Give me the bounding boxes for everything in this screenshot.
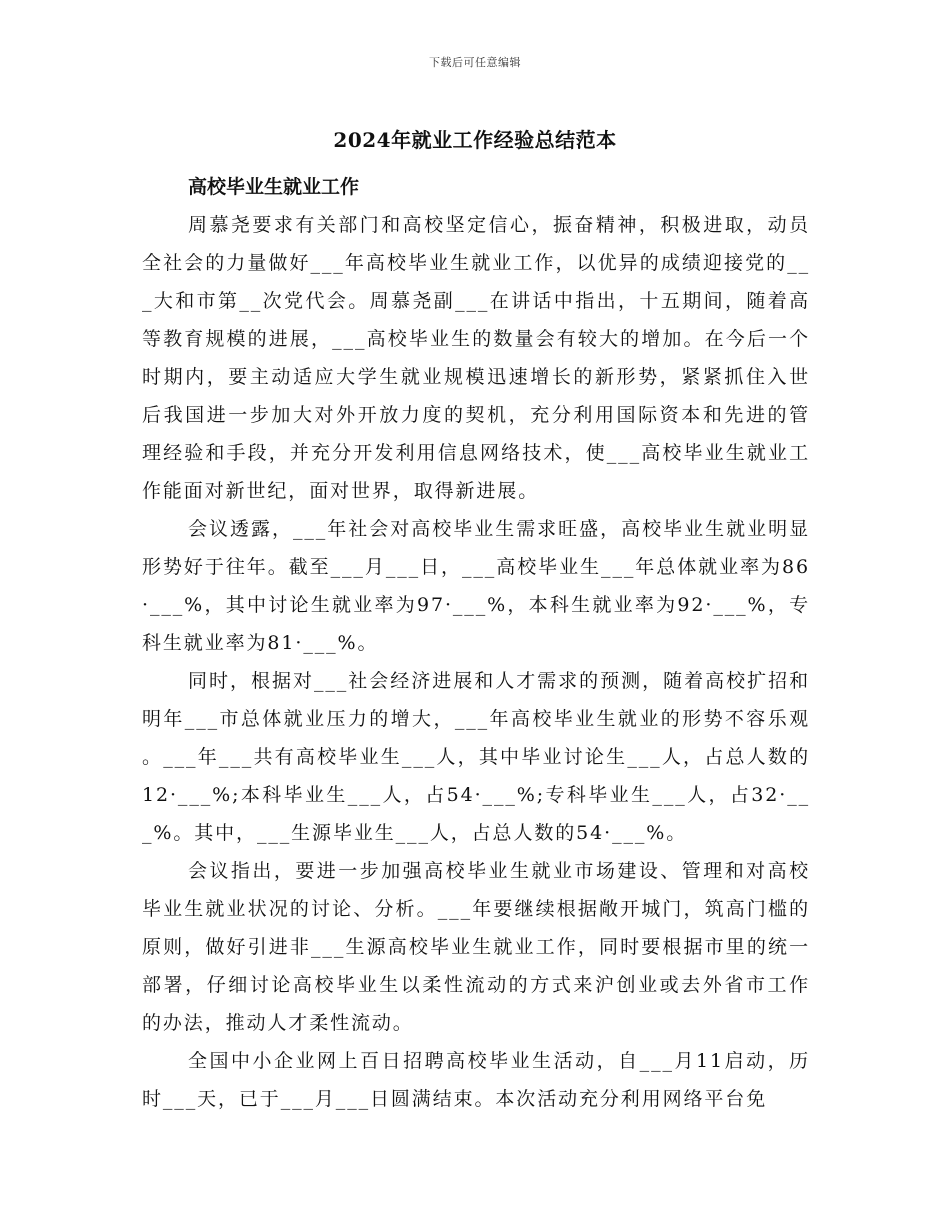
body-paragraph: 会议指出，要进一步加强高校毕业生就业市场建设、管理和对高校毕业生就业状况的讨论、分析。___年要继续根据敞开城门，筑高门槛的原则，做好引进非___生源高校毕业生就业工作，同时要根据市里的统一部署，仔细讨论高校毕业生以柔性流动的方式来沪创业或去外省市工作的办法，推动人才柔性流动。 (142, 860, 810, 1034)
body-paragraph: 会议透露，___年社会对高校毕业生需求旺盛，高校毕业生就业明显形势好于往年。截至___月___日，___高校毕业生___年总体就业率为86·___%，其中讨论生就业率为97·___%，本科生就业率为92·___%，专科生就业率为81·___%。 (142, 518, 810, 654)
body-paragraph: 同时，根据对___社会经济进展和人才需求的预测，随着高校扩招和明年___市总体就业压力的增大，___年高校毕业生就业的形势不容乐观。___年___共有高校毕业生___人，其中毕业讨论生___人，占总人数的12·___%;本科毕业生___人，占54·___%;专科毕业生___人，占32·___%。其中，___生源毕业生___人，占总人数的54·___%。 (142, 670, 810, 844)
body-paragraph: 全国中小企业网上百日招聘高校毕业生活动，自___月11启动，历时___天，已于___月___日圆满结束。本次活动充分利用网络平台免 (142, 1050, 811, 1110)
document-body (142, 168, 810, 1118)
document-title: 2024年就业工作经验总结范本 (333, 128, 617, 152)
body-paragraph: 周慕尧要求有关部门和高校坚定信心，振奋精神，积极进取，动员全社会的力量做好___年高校毕业生就业工作，以优异的成绩迎接党的___大和市第__次党代会。周慕尧副___在讲话中指出，十五期间，随着高等教育规模的进展，___高校毕业生的数量会有较大的增加。在今后一个时期内，要主动适应大学生就业规模迅速增长的新形势，紧紧抓住入世后我国进一步加大对外开放力度的契机，充分利用国际资本和先进的管理经验和手段，并充分开发利用信息网络技术，使___高校毕业生就业工作能面对新世纪，面对世界，取得新进展。 (142, 214, 810, 502)
section-heading: 高校毕业生就业工作 (188, 176, 360, 198)
page-header-note: 下载后可任意编辑 (429, 56, 521, 69)
